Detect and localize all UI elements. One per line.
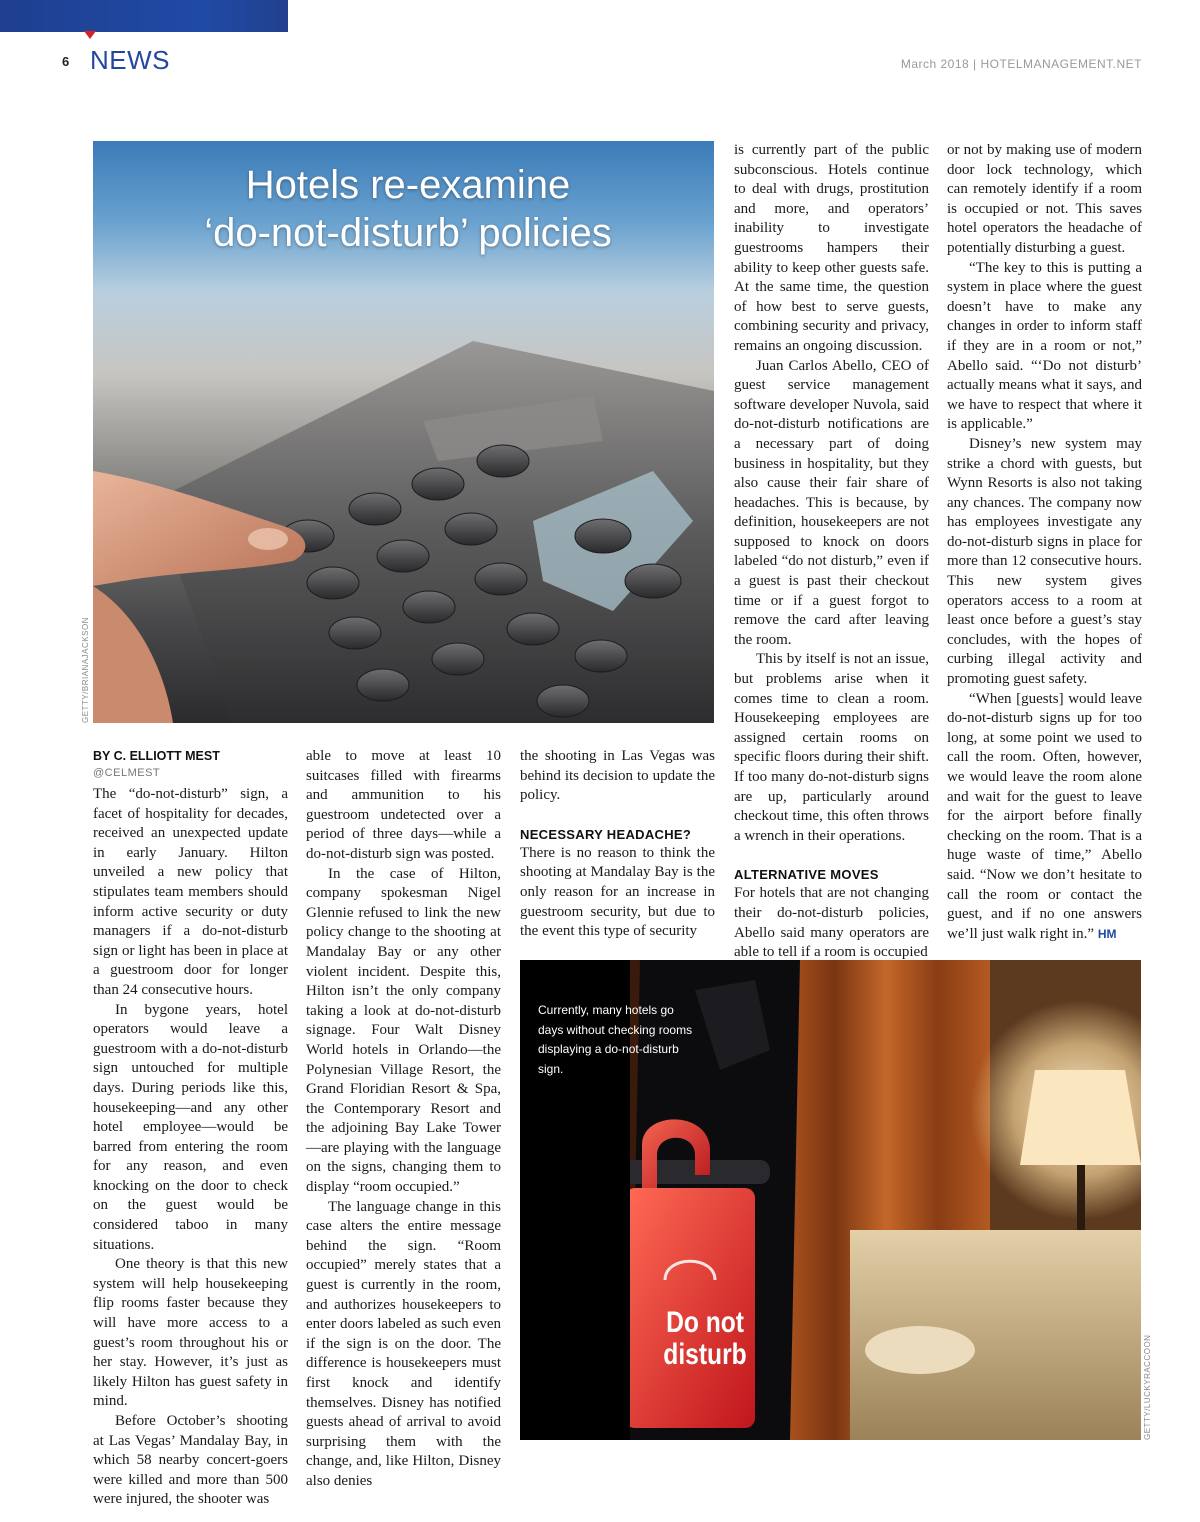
headline-line-2: ‘do-not-disturb’ policies	[204, 211, 612, 255]
paragraph: The language change in this case alters the entire message behind the sign. “Room occupied” merely states that a guest is currently in the room, and authorizes housekeepers to enter doors labeled as such even if the sign is on the door. The difference is housekeepers must first knock and identify themselves. Disney has notified guests ahead of arrival to avoid surprising them with the change, and, like Hilton, Disney also denies	[306, 1198, 501, 1489]
article-column-1	[93, 747, 288, 1510]
article-column-5	[947, 141, 1142, 944]
subhead-alternative-moves: ALTERNATIVE MOVES	[734, 867, 879, 883]
paragraph: the shooting in Las Vegas was behind its decision to update the policy.	[520, 748, 715, 804]
paragraph: or not by making use of modern door lock technology, which can remotely identify if a room is occupied or not. This saves hotel operators the headache of potentially disturbing a guest.	[947, 142, 1142, 256]
paragraph: One theory is that this new system will help housekeeping flip rooms faster because they will have more access to a guest’s room throughout his or her stay. However, it’s just as likely Hilton has guest safety in mind.	[93, 1256, 288, 1410]
paragraph: Before October’s shooting at Las Vegas’ Mandalay Bay, in which 58 nearby concert-goers were killed and more than 500 were injured, the shooter was	[93, 1413, 288, 1508]
article-column-2	[306, 747, 501, 1492]
paragraph: This by itself is not an issue, but problems arise when it comes time to clean a room. Housekeeping employees are assigned certain rooms on specific floors during their shift. If too many do-not-disturb signs are up, particularly around checkout time, this often throws a wrench in their operations.	[734, 651, 929, 844]
paragraph: is currently part of the public subconscious. Hotels continue to deal with drugs, prostitution and more, and operators’ inability to investigate guestrooms hampers their ability to keep other guests safe. At the same time, the question of how best to serve guests, combining security and privacy, remains an ongoing discussion.	[734, 142, 929, 354]
paragraph: Juan Carlos Abello, CEO of guest service management software developer Nuvola, said do-not-disturb notifications are a necessary part of doing business in hospitality, but they also cause their fair share of headaches. This is because, by definition, housekeepers are not supposed to knock on doors labeled “do not disturb,” even if a guest is past their checkout time or if a guest forgot to remove the card after leaving the room.	[734, 357, 929, 648]
byline-handle: @CELMEST	[93, 767, 161, 779]
byline-author: BY C. ELLIOTT MEST	[93, 749, 220, 763]
subhead-necessary-headache: NECESSARY HEADACHE?	[520, 826, 692, 842]
article-column-3	[520, 747, 715, 942]
door-hanger-line-2: disturb	[663, 1338, 747, 1371]
headline	[93, 161, 714, 257]
paragraph: Disney’s new system may strike a chord with guests, but Wynn Resorts is also not taking any chances. The company now has employees investigate any do-not-disturb signs in place for more than 12 consecutive hours. This new system gives operators access to a room at least once before a guest’s stay concludes, with the hopes of curbing illegal activity and promoting guest safety.	[947, 435, 1142, 688]
headline-line-1: Hotels re-examine	[245, 163, 571, 207]
article-column-4	[734, 141, 929, 963]
paragraph: In the case of Hilton, company spokesman Nigel Glennie refused to link the new policy change to the shooting at Mandalay Bay or any other violent incident. Despite this, Hilton isn’t the only company taking a look at do-not-disturb signage. Four Walt Disney World hotels in Orlando—the Polynesian Village Resort, the Grand Floridian Resort & Spa, the Contemporary Resort and the adjoining Bay Lake Tower—are playing with the language on the signs, changing them to display “room occupied.”	[306, 865, 501, 1196]
dateline: March 2018 | HOTELMANAGEMENT.NET	[900, 57, 1142, 71]
final-text: “When [guests] would leave do-not-disturb signs up for too long, at some point we used to call the room. Often, however, we would leave the room alone and wait for the guest to leave for the airport before finally checking on the room. That is a huge waste of time,” Abello said. “Now we don’t hesitate to call the room or contact the guest, and if no one answers we’ll just walk right in.”	[947, 690, 1142, 942]
paragraph: There is no reason to think the shooting at Mandalay Bay is the only reason for an increase in guestroom security, but due to the event this type of security	[520, 844, 715, 940]
door-hanger-text	[652, 1307, 759, 1371]
photo-credit-second: GETTY/LUCKYRACCOON	[1143, 1334, 1152, 1440]
photo-credit-hero: GETTY/BRIANAJACKSON	[81, 617, 90, 723]
top-color-bar	[0, 0, 288, 32]
photo-caption: Currently, many hotels go days without checking rooms displaying a do-not-disturb sign.	[538, 1003, 693, 1076]
paragraph: able to move at least 10 suitcases filled with firearms and ammunition to his guestroom undetected over a period of three days—while a do-not-disturb sign was posted.	[306, 748, 501, 862]
page-number: 6	[62, 54, 70, 69]
paragraph: “The key to this is putting a system in place where the guest doesn’t have to make any changes in order to inform staff if they are in a room or not,” Abello said. “‘Do not disturb’ actually means what it says, and we have to respect that where it is applicable.”	[947, 259, 1142, 433]
paragraph: In bygone years, hotel operators would leave a guestroom with a do-not-disturb sign untouched for multiple days. During periods like this, housekeeping—and any other hotel employee—would be barred from entering the room for any reason, and even knocking on the door to check on the guest would be considered taboo in many situations.	[93, 1001, 288, 1253]
section-label: NEWS	[90, 45, 170, 75]
hero-photo-telephone	[93, 141, 714, 723]
paragraph: The “do-not-disturb” sign, a facet of hospitality for decades, received an unexpected update in early January. Hilton unveiled a new policy that stipulates team members should inform active security or duty managers if a do-not-disturb sign or light has been in place at a guestroom door for longer than 24 consecutive hours.	[93, 786, 288, 998]
red-triangle-marker	[84, 31, 96, 39]
signoff-mark: HM	[1097, 926, 1117, 941]
door-hanger-line-1: Do not	[666, 1306, 744, 1339]
paragraph-final	[947, 690, 1142, 945]
paragraph: For hotels that are not changing their do-not-disturb policies, Abello said many operators are able to tell if a room is occupied	[734, 885, 929, 961]
